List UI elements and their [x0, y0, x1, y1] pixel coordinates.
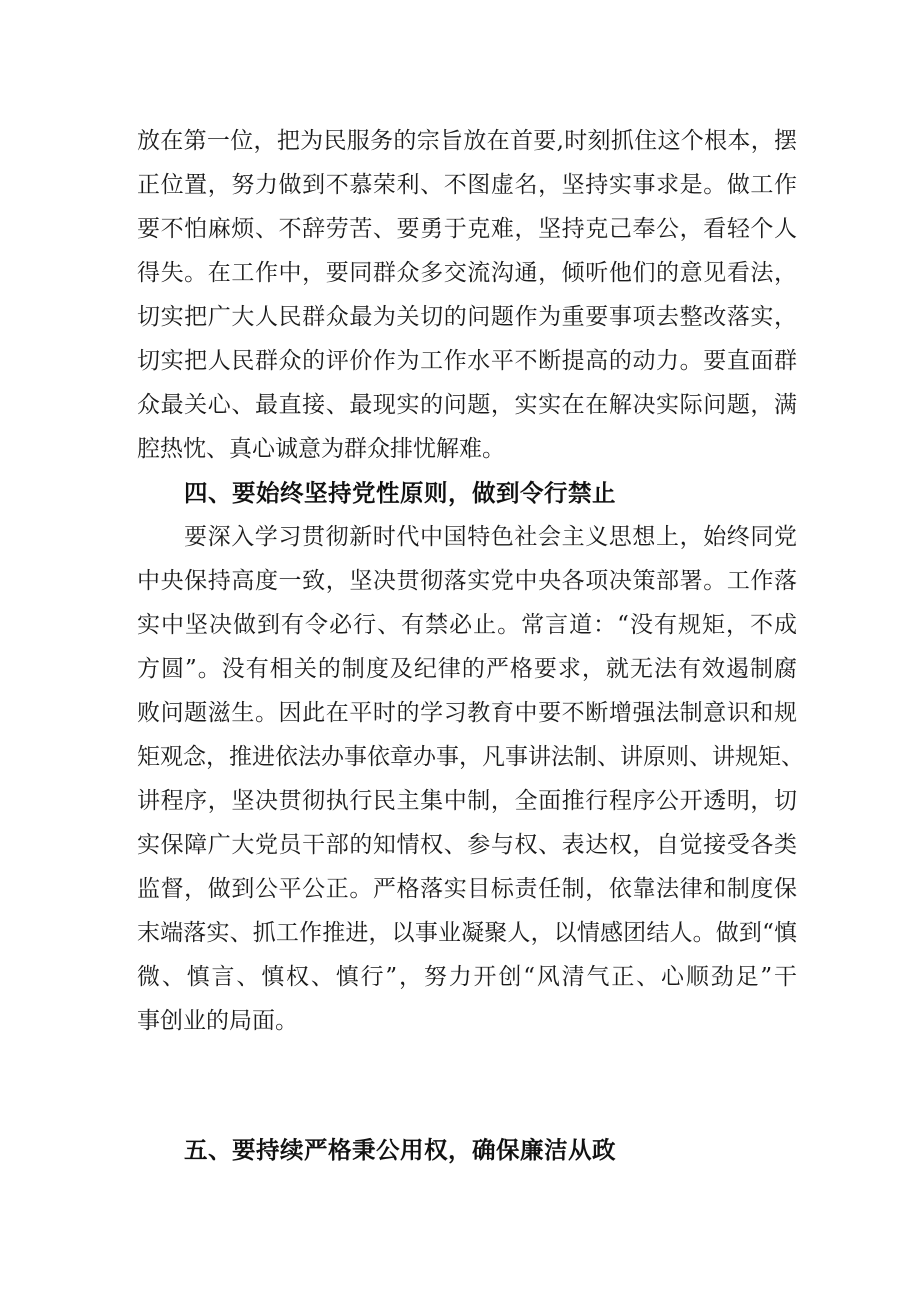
paragraph-line: 腔热忱、真心诚意为群众排忧解难。 — [137, 436, 505, 462]
paragraph-line: 事创业的局面。 — [137, 1008, 298, 1034]
paragraph-line: 末端落实、抓工作推进，以事业凝聚人，以情感团结人。做到“慎 — [137, 920, 797, 946]
paragraph-line: 中央保持高度一致，坚决贯彻落实党中央各项决策部署。工作落 — [137, 568, 797, 594]
paragraph-line: 要不怕麻烦、不辞劳苦、要勇于克难，坚持克己奉公，看轻个人 — [137, 216, 797, 242]
paragraph-line: 众最关心、最直接、最现实的问题，实实在在解决实际问题，满 — [137, 392, 797, 418]
paragraph-line: 实保障广大党员干部的知情权、参与权、表达权，自觉接受各类 — [137, 832, 797, 858]
paragraph-line: 要深入学习贯彻新时代中国特色社会主义思想上，始终同党 — [184, 524, 797, 550]
paragraph-line: 监督，做到公平公正。严格落实目标责任制，依靠法律和制度保 — [137, 876, 797, 902]
paragraph-line: 方圆”。没有相关的制度及纪律的严格要求，就无法有效遏制腐 — [137, 656, 797, 682]
paragraph-line: 放在第一位，把为民服务的宗旨放在首要,时刻抓住这个根本，摆 — [137, 128, 797, 154]
paragraph-line: 实中坚决做到有令必行、有禁必止。常言道：“没有规矩，不成 — [137, 612, 797, 638]
paragraph-line: 讲程序，坚决贯彻执行民主集中制，全面推行程序公开透明，切 — [137, 788, 797, 814]
paragraph-line: 矩观念，推进依法办事依章办事，凡事讲法制、讲原则、讲规矩、 — [137, 744, 804, 770]
paragraph-line: 正位置，努力做到不慕荣利、不图虚名，坚持实事求是。做工作 — [137, 172, 797, 198]
paragraph-line: 切实把广大人民群众最为关切的问题作为重要事项去整改落实， — [137, 304, 797, 330]
paragraph-line: 微、慎言、慎权、慎行”，努力开创“风清气正、心顺劲足”干 — [137, 964, 797, 990]
paragraph-line: 败问题滋生。因此在平时的学习教育中要不断增强法制意识和规 — [137, 700, 797, 726]
paragraph-line: 得失。在工作中，要同群众多交流沟通，倾听他们的意见看法， — [137, 260, 797, 286]
section-heading-5: 五、要持续严格秉公用权，确保廉洁从政 — [184, 1136, 616, 1164]
paragraph-line: 切实把人民群众的评价作为工作水平不断提高的动力。要直面群 — [137, 348, 797, 374]
section-heading-4: 四、要始终坚持党性原则，做到令行禁止 — [184, 479, 616, 507]
